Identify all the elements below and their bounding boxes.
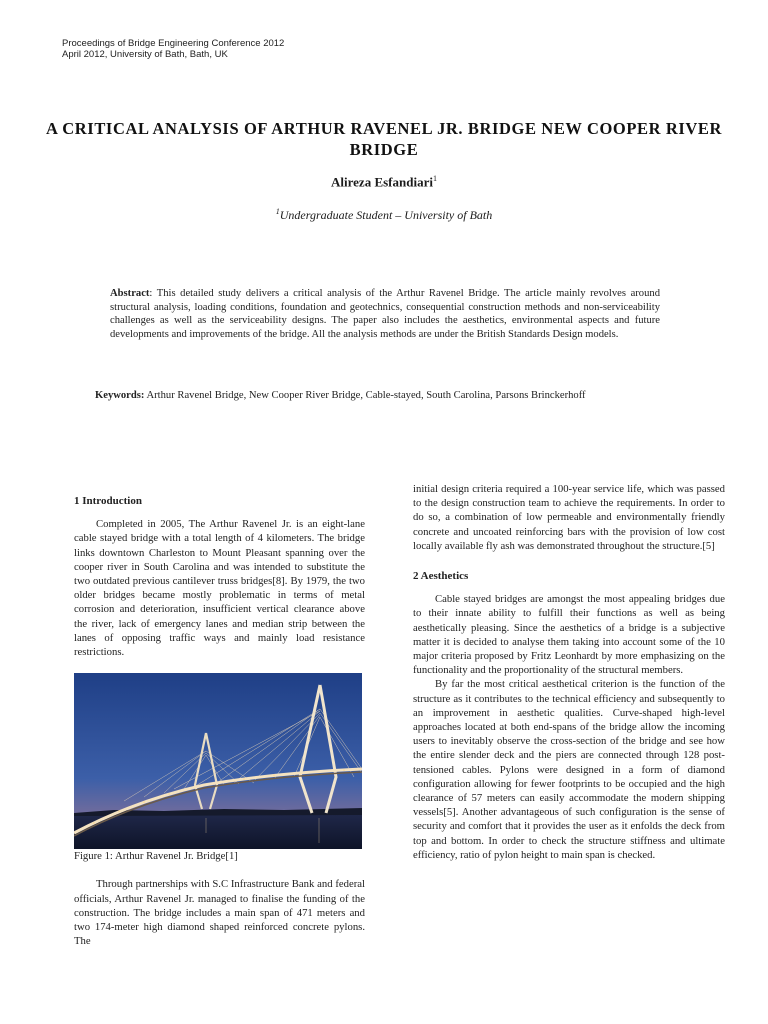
aesthetics-paragraph-2: By far the most critical aesthetical criterion is the function of the structure as it contributes to the technical efficiency and subsequently to an improvement in aesthetic qualities. Curve-shaped high-level approaches located at both end-spans of the bridge allow the incoming users to inevitably observe the cross-section of the bridge and see how the entire slender deck and the piers are connected through 128 post-tensioned cables. Pylons were designed in a form of diamond configuration allowing for fewer footprints to be occupied and the high clearance of 57 meters can easily accommodate the modern shipping vessels[5]. Another advantageous of such configuration is the sense of security and comfort that it provides the user as it enfolds the deck from top and bottom. In order to check the structure stiffness and ultimate efficiency, ratio of pylon height to main span is checked. (413, 678, 725, 861)
left-column (74, 494, 365, 948)
abstract (110, 287, 660, 341)
figure-1-caption: Figure 1: Arthur Ravenel Jr. Bridge[1] (74, 850, 238, 863)
keywords-text: Arthur Ravenel Bridge, New Cooper River Bridge, Cable-stayed, South Carolina, Parsons Brinckerhoff (144, 390, 586, 401)
bridge-photo-image (74, 673, 362, 849)
section-heading-aesthetics: 2 Aesthetics (413, 570, 469, 583)
section-heading-introduction: 1 Introduction (74, 495, 142, 507)
bridge-photo (74, 673, 362, 849)
affiliation (0, 207, 768, 223)
conference-name: Proceedings of Bridge Engineering Conference 2012 (62, 38, 285, 49)
abstract-label: Abstract (110, 288, 150, 299)
paper-title: A CRITICAL ANALYSIS OF ARTHUR RAVENEL JR. BRIDGE NEW COOPER RIVER BRIDGE (45, 119, 723, 159)
intro-paragraph-1: Completed in 2005, The Arthur Ravenel Jr. is an eight-lane cable stayed bridge with a total length of 4 kilometers. The bridge links downtown Charleston to Mount Pleasant spanning over the cooper river in South Carolina and was intended to substitute the two outdated previous cantilever truss bridges[8]. By 1979, the two older bridges became mostly problematic in terms of metal corrosion and deterioration, insufficient vertical clearance above the river, lack of emergency lanes and median strip between the lanes of opposing traffic ways and mainly load resistance restrictions. (74, 518, 365, 659)
intro-paragraph-2: Through partnerships with S.C Infrastructure Bank and federal officials, Arthur Ravenel Jr. managed to finalise the funding of the construction. The bridge includes a main span of 471 meters and two 174-meter high diamond shaped reinforced concrete pylons. The (74, 878, 365, 948)
conference-date-location: April 2012, University of Bath, Bath, UK (62, 49, 228, 60)
intro-paragraph-continued: initial design criteria required a 100-year service life, which was passed to the design construction team to achieve the requirements. In order to do so, a combination of low permeable and environmentally friendly concrete and uncoated reinforcing bars with the provision of low cost locally available fly ash was demonstrated throughout the structure.[5] (413, 483, 725, 552)
abstract-text: : This detailed study delivers a critical analysis of the Arthur Ravenel Bridge. The article mainly revolves around structural analysis, loading conditions, foundation and geotechnics, consequential construction methods and non-serviceability challenges as well as the serviceability designs. The paper also includes the aesthetics, environmental aspects and future developments and improvements of the bridge. All the analysis methods are under the British Standards Design models. (110, 288, 660, 340)
affiliation-text: Undergraduate Student – University of Bath (279, 208, 493, 222)
author (0, 174, 768, 190)
conference-header (62, 38, 284, 60)
keywords-label: Keywords: (95, 390, 145, 401)
right-column (413, 482, 725, 862)
affiliation-mark: 1 (275, 207, 280, 216)
author-affiliation-mark: 1 (432, 174, 437, 183)
aesthetics-paragraph-1: Cable stayed bridges are amongst the most appealing bridges due to their innate ability to fulfill their functions as well as being aesthetically pleasing. Since the aesthetics of a bridge is a subjective matter it is decided to analyse them taking into account some of the 10 major criteria proposed by Fritz Leonhardt by more emphasizing on the functionality and the proportionality of the structural members. (413, 593, 725, 677)
author-name: Alireza Esfandiari (331, 174, 433, 190)
keywords (95, 389, 715, 402)
